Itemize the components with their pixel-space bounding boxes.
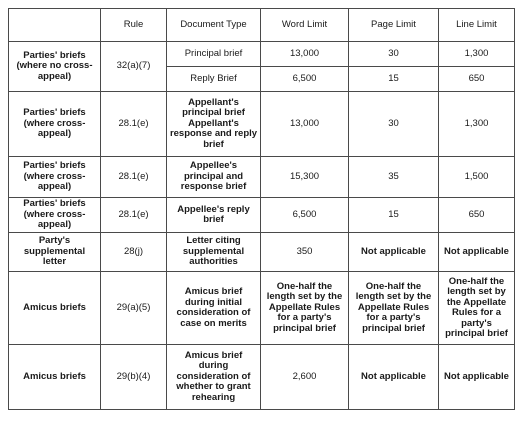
line-limit-cell: Not applicable xyxy=(439,345,515,410)
word-limit-cell: 6,500 xyxy=(261,198,349,233)
word-limit-cell: 13,000 xyxy=(261,42,349,67)
word-limit-cell: One-half the length set by the Appellate Rules for a party's principal brief xyxy=(261,272,349,345)
table-row xyxy=(9,157,515,198)
header-row xyxy=(9,9,515,42)
header-rule: Rule xyxy=(101,9,167,42)
rule-cell: 28(j) xyxy=(101,233,167,272)
page-limit-cell: Not applicable xyxy=(349,233,439,272)
document-type-cell: Amicus brief during initial consideration of case on merits xyxy=(167,272,261,345)
document-type-cell: Amicus brief during consideration of whether to grant rehearing xyxy=(167,345,261,410)
page-limit-cell: One-half the length set by the Appellate Rules for a party's principal brief xyxy=(349,272,439,345)
page-limit-cell: 30 xyxy=(349,42,439,67)
document-type-cell: Appellee's principal and response brief xyxy=(167,157,261,198)
page-limit-cell: 30 xyxy=(349,92,439,157)
line-limit-cell: 650 xyxy=(439,198,515,233)
rule-cell: 29(b)(4) xyxy=(101,345,167,410)
party-cell: Parties' briefs (where no cross-appeal) xyxy=(9,42,101,92)
table-row xyxy=(9,345,515,410)
header-page-limit: Page Limit xyxy=(349,9,439,42)
party-cell: Amicus briefs xyxy=(9,345,101,410)
line-limit-cell: 1,300 xyxy=(439,92,515,157)
limits-table xyxy=(8,8,515,410)
page-limit-cell: 35 xyxy=(349,157,439,198)
document-type-cell: Principal brief xyxy=(167,42,261,67)
header-line-limit: Line Limit xyxy=(439,9,515,42)
rule-cell: 28.1(e) xyxy=(101,92,167,157)
party-cell: Parties' briefs (where cross-appeal) xyxy=(9,198,101,233)
word-limit-cell: 2,600 xyxy=(261,345,349,410)
page-limit-cell: 15 xyxy=(349,198,439,233)
word-limit-cell: 13,000 xyxy=(261,92,349,157)
header-document-type: Document Type xyxy=(167,9,261,42)
page-limit-cell: Not applicable xyxy=(349,345,439,410)
table-row xyxy=(9,198,515,233)
document-type-cell: Appellee's reply brief xyxy=(167,198,261,233)
rule-cell: 29(a)(5) xyxy=(101,272,167,345)
header-blank xyxy=(9,9,101,42)
rule-cell: 32(a)(7) xyxy=(101,42,167,92)
word-limit-cell: 6,500 xyxy=(261,67,349,92)
party-cell: Parties' briefs (where cross-appeal) xyxy=(9,92,101,157)
table-row xyxy=(9,92,515,157)
table-row xyxy=(9,272,515,345)
header-word-limit: Word Limit xyxy=(261,9,349,42)
line-limit-cell: 1,500 xyxy=(439,157,515,198)
line-limit-cell: 650 xyxy=(439,67,515,92)
word-limit-cell: 350 xyxy=(261,233,349,272)
document-type-cell: Reply Brief xyxy=(167,67,261,92)
line-limit-cell: Not applicable xyxy=(439,233,515,272)
word-limit-cell: 15,300 xyxy=(261,157,349,198)
line-limit-cell: 1,300 xyxy=(439,42,515,67)
rule-cell: 28.1(e) xyxy=(101,198,167,233)
party-cell: Parties' briefs (where cross-appeal) xyxy=(9,157,101,198)
document-type-cell: Letter citing supplemental authorities xyxy=(167,233,261,272)
table-row xyxy=(9,233,515,272)
page-limit-cell: 15 xyxy=(349,67,439,92)
rule-cell: 28.1(e) xyxy=(101,157,167,198)
limits-table-container xyxy=(8,8,515,410)
table-row xyxy=(9,42,515,67)
document-type-cell: Appellant's principal brief Appellant's response and reply brief xyxy=(167,92,261,157)
party-cell: Amicus briefs xyxy=(9,272,101,345)
party-cell: Party's supplemental letter xyxy=(9,233,101,272)
line-limit-cell: One-half the length set by the Appellate Rules for a party's principal brief xyxy=(439,272,515,345)
